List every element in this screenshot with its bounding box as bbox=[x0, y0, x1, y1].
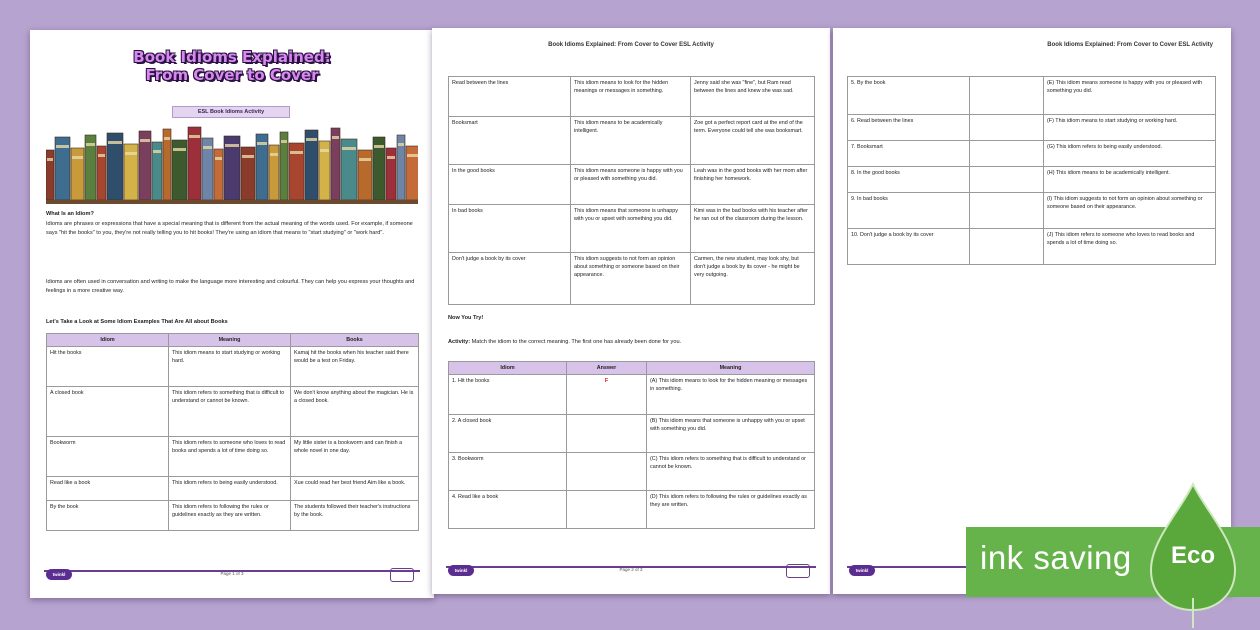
book-band bbox=[306, 138, 317, 141]
book-band bbox=[281, 140, 287, 143]
answer-cell[interactable] bbox=[970, 193, 1044, 229]
publisher-logo: twinkl bbox=[849, 565, 875, 576]
table-row bbox=[47, 477, 419, 501]
book-band bbox=[290, 151, 303, 154]
what-is-idiom-heading: What Is an Idiom? bbox=[46, 211, 94, 217]
book-band bbox=[47, 158, 53, 161]
answer-cell[interactable] bbox=[970, 115, 1044, 141]
answer-cell[interactable]: F bbox=[567, 375, 647, 415]
idiom-cell: Bookworm bbox=[47, 437, 169, 477]
book-band bbox=[125, 152, 137, 155]
meaning-cell: This idiom means to start studying or working hard. bbox=[169, 347, 291, 387]
idiom-cell: 10. Don't judge a book by its cover bbox=[848, 229, 970, 265]
meaning-cell: (D) This idiom refers to following the rules or guidelines exactly as they are written. bbox=[647, 491, 815, 529]
idiom-cell: Read between the lines bbox=[449, 77, 571, 117]
meaning-cell: (J) This idiom refers to someone who loves to read books and spends a lot of time doing so. bbox=[1044, 229, 1216, 265]
answer-cell[interactable] bbox=[567, 453, 647, 491]
matching-activity-table bbox=[448, 361, 815, 529]
col-header-answer: Answer bbox=[567, 362, 647, 375]
meaning-cell: This idiom refers to something that is difficult to understand or cannot be known. bbox=[169, 387, 291, 437]
idiom-cell: 4. Read like a book bbox=[449, 491, 567, 529]
example-cell: Kamaj hit the books when his teacher said there would be a test on Friday. bbox=[291, 347, 419, 387]
idiom-cell: 8. In the good books bbox=[848, 167, 970, 193]
book-band bbox=[189, 135, 200, 138]
answer-cell[interactable] bbox=[970, 77, 1044, 115]
page-number: Page 1 of 3 bbox=[220, 571, 244, 576]
book-band bbox=[320, 149, 329, 152]
page-header: Book Idioms Explained: From Cover to Cover ESL Activity bbox=[548, 42, 714, 48]
example-cell: Leah was in the good books with her mom after finishing her homework. bbox=[691, 165, 815, 205]
answer-cell[interactable] bbox=[567, 491, 647, 529]
now-you-try-heading: Now You Try! bbox=[448, 315, 484, 321]
table-row bbox=[449, 453, 815, 491]
idiom-cell: 3. Bookworm bbox=[449, 453, 567, 491]
book-band bbox=[387, 156, 395, 159]
idiom-cell: A closed book bbox=[47, 387, 169, 437]
table-row bbox=[47, 387, 419, 437]
meaning-cell: (F) This idiom means to start studying or working hard. bbox=[1044, 115, 1216, 141]
idiom-cell: In the good books bbox=[449, 165, 571, 205]
book-band bbox=[86, 143, 95, 146]
answer-cell[interactable] bbox=[567, 415, 647, 453]
idiom-cell: 5. By the book bbox=[848, 77, 970, 115]
idiom-cell: In bad books bbox=[449, 205, 571, 253]
meaning-cell: (G) This idiom refers to being easily understood. bbox=[1044, 141, 1216, 167]
table-row bbox=[848, 193, 1216, 229]
col-header-books: Books bbox=[291, 334, 419, 347]
answer-cell[interactable] bbox=[970, 229, 1044, 265]
shelf-board bbox=[46, 200, 418, 204]
table-row bbox=[449, 117, 815, 165]
table-row bbox=[449, 205, 815, 253]
book-band bbox=[342, 147, 356, 150]
eco-label: Eco bbox=[1170, 542, 1215, 569]
col-header-idiom: Idiom bbox=[47, 334, 169, 347]
table-row bbox=[47, 347, 419, 387]
example-cell: Kimi was in the bad books with his teacher after he ran out of the classroom during the lesson. bbox=[691, 205, 815, 253]
meaning-cell: This idiom refers to following the rules or guidelines exactly as they are written. bbox=[169, 501, 291, 531]
idiom-examples-table bbox=[46, 333, 419, 531]
meaning-cell: This idiom refers to someone who loves to read books and spends a lot of time doing so. bbox=[169, 437, 291, 477]
page-header: Book Idioms Explained: From Cover to Cover ESL Activity bbox=[1047, 42, 1213, 48]
table-row bbox=[848, 115, 1216, 141]
book-band bbox=[242, 155, 254, 158]
book-spine bbox=[71, 148, 84, 200]
meaning-cell: (C) This idiom refers to something that is difficult to understand or cannot be known. bbox=[647, 453, 815, 491]
table-row bbox=[449, 165, 815, 205]
eco-leaf-icon bbox=[1143, 480, 1243, 630]
meaning-cell: This idiom means that someone is unhappy with you or upset with something you did. bbox=[571, 205, 691, 253]
publisher-logo: twinkl bbox=[448, 565, 474, 576]
example-cell: The students followed their teacher's instructions by the book. bbox=[291, 501, 419, 531]
table-row bbox=[449, 253, 815, 305]
examples-heading: Let's Take a Look at Some Idiom Examples That Are All about Books bbox=[46, 319, 228, 325]
meaning-cell: (H) This idiom means to be academically intelligent. bbox=[1044, 167, 1216, 193]
book-band bbox=[270, 153, 278, 156]
meaning-cell: (I) This idiom suggests to not form an opinion about something or someone based on their appearance. bbox=[1044, 193, 1216, 229]
book-band bbox=[140, 139, 150, 142]
ink-saving-label: ink saving bbox=[980, 539, 1132, 576]
page-title bbox=[30, 48, 434, 84]
meaning-cell: This idiom suggests to not form an opinion about something or someone based on their appearance. bbox=[571, 253, 691, 305]
meaning-cell: This idiom means to be academically intelligent. bbox=[571, 117, 691, 165]
table-row bbox=[848, 229, 1216, 265]
book-spine bbox=[386, 148, 396, 200]
col-header-idiom: Idiom bbox=[449, 362, 567, 375]
meaning-cell: (B) This idiom means that someone is unhappy with you or upset with something you did. bbox=[647, 415, 815, 453]
book-band bbox=[374, 145, 384, 148]
idiom-cell: Hit the books bbox=[47, 347, 169, 387]
idiom-cell: 1. Hit the books bbox=[449, 375, 567, 415]
table-row bbox=[848, 141, 1216, 167]
example-cell: My little sister is a bookworm and can finish a whole novel in one day. bbox=[291, 437, 419, 477]
table-row bbox=[449, 375, 815, 415]
meaning-cell: This idiom means someone is happy with you or pleased with something you did. bbox=[571, 165, 691, 205]
meaning-cell: This idiom means to look for the hidden meanings or messages in something. bbox=[571, 77, 691, 117]
book-band bbox=[108, 141, 122, 144]
example-cell: Zoe got a perfect report card at the end of the term. Everyone could tell she was booksmart. bbox=[691, 117, 815, 165]
book-band bbox=[173, 148, 186, 151]
table-row bbox=[47, 437, 419, 477]
table-row bbox=[848, 77, 1216, 115]
idiom-cell: Don't judge a book by its cover bbox=[449, 253, 571, 305]
book-spine bbox=[46, 150, 54, 200]
idiom-cell: 7. Booksmart bbox=[848, 141, 970, 167]
table-row bbox=[848, 167, 1216, 193]
publisher-logo: twinkl bbox=[46, 569, 72, 580]
book-band bbox=[407, 154, 418, 157]
matching-activity-table-continued bbox=[847, 76, 1216, 265]
worksheet-page-2 bbox=[432, 28, 830, 594]
book-band bbox=[257, 142, 267, 145]
quality-badge-icon bbox=[786, 564, 810, 578]
book-band bbox=[164, 137, 170, 140]
meaning-cell: This idiom refers to being easily understood. bbox=[169, 477, 291, 501]
book-band bbox=[398, 143, 404, 146]
book-band bbox=[56, 145, 69, 148]
answer-cell[interactable] bbox=[970, 167, 1044, 193]
example-cell: Carmen, the new student, may look shy, but don't judge a book by its cover - he might be very outgoing. bbox=[691, 253, 815, 305]
idiom-cell: Booksmart bbox=[449, 117, 571, 165]
idiom-examples-table-continued bbox=[448, 76, 815, 305]
book-spine bbox=[358, 150, 372, 200]
book-band bbox=[203, 146, 212, 149]
title-line-2: From Cover to Cover bbox=[145, 66, 319, 84]
table-row bbox=[449, 415, 815, 453]
worksheet-page-1 bbox=[30, 30, 434, 598]
page-number: Page 2 of 3 bbox=[619, 567, 643, 572]
book-band bbox=[225, 144, 239, 147]
idiom-cell: Read like a book bbox=[47, 477, 169, 501]
idiom-cell: 2. A closed book bbox=[449, 415, 567, 453]
col-header-meaning: Meaning bbox=[647, 362, 815, 375]
table-row bbox=[47, 501, 419, 531]
book-band bbox=[332, 136, 339, 139]
book-band bbox=[72, 156, 83, 159]
book-spine bbox=[241, 147, 255, 200]
usage-paragraph: Idioms are often used in conversation and writing to make the language more interesting and colourful. They can help you express your thoughts and feelings in a more creative way. bbox=[46, 279, 415, 294]
example-cell: Xue could read her best friend Aim like a book. bbox=[291, 477, 419, 501]
bookshelf-illustration bbox=[46, 126, 418, 204]
activity-instructions: Activity: Match the idiom to the correct meaning. The first one has already been done for you. bbox=[448, 339, 682, 345]
example-cell: Jenny said she was "fine", but Ram read between the lines and knew she was sad. bbox=[691, 77, 815, 117]
book-band bbox=[153, 150, 161, 153]
meaning-cell: (A) This idiom means to look for the hidden meaning or messages in something. bbox=[647, 375, 815, 415]
book-band bbox=[98, 154, 105, 157]
idiom-cell: By the book bbox=[47, 501, 169, 531]
activity-subtitle: ESL Book Idioms Activity bbox=[172, 106, 290, 118]
idiom-cell: 6. Read between the lines bbox=[848, 115, 970, 141]
book-band bbox=[215, 157, 222, 160]
book-band bbox=[359, 158, 371, 161]
book-spine bbox=[214, 149, 223, 200]
meaning-cell: (E) This idiom means someone is happy with you or pleased with something you did. bbox=[1044, 77, 1216, 115]
col-header-meaning: Meaning bbox=[169, 334, 291, 347]
answer-cell[interactable] bbox=[970, 141, 1044, 167]
example-cell: We don't know anything about the magician. He is a closed book. bbox=[291, 387, 419, 437]
quality-badge-icon bbox=[390, 568, 414, 582]
idiom-cell: 9. In bad books bbox=[848, 193, 970, 229]
table-row bbox=[449, 77, 815, 117]
title-line-1: Book Idioms Explained: bbox=[133, 48, 331, 66]
table-row bbox=[449, 491, 815, 529]
intro-paragraph: Idioms are phrases or expressions that have a special meaning that is different from the actual meaning of the words used. For example, if someone says "hit the books" to you, they're not really telling you to hit books! They're using an idiom that means to "start studying" or "work hard". bbox=[46, 221, 413, 236]
